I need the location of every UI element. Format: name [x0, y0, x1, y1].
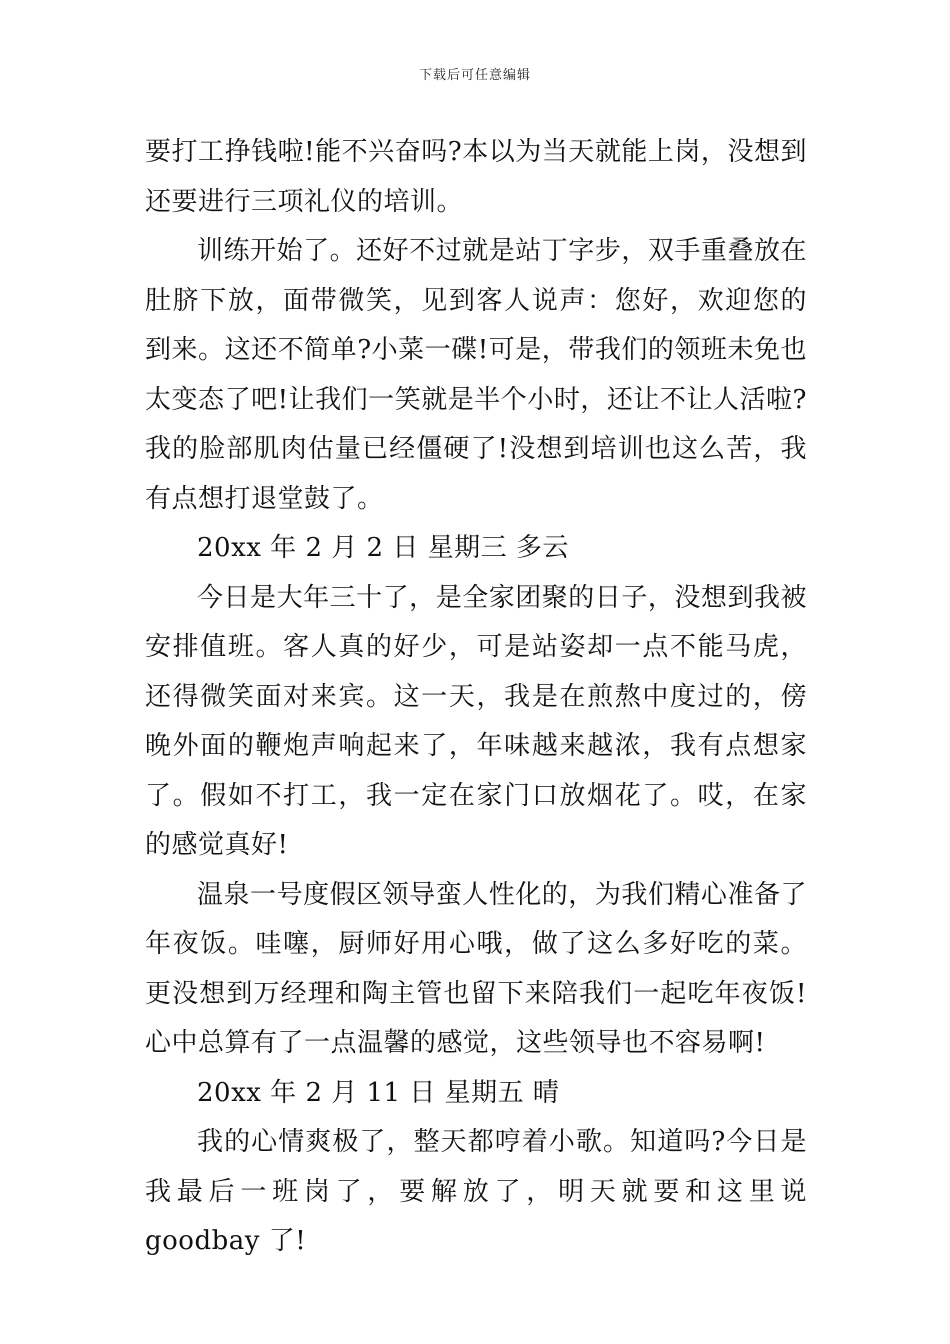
- date-heading-2: 20xx 年 2 月 11 日 星期五 晴: [197, 1077, 560, 1108]
- paragraph-5: 我的心情爽极了，整天都哼着小歌。知道吗?今日是我最后一班岗了，要解放了，明天就要和这里说 goodbay 了!: [145, 1127, 807, 1256]
- date-heading-1: 20xx 年 2 月 2 日 星期三 多云: [197, 533, 569, 563]
- paragraph-2: 训练开始了。还好不过就是站丁字步，双手重叠放在肚脐下放，面带微笑，见到客人说声：您好，欢迎您的到来。这还不简单?小菜一碟!可是，带我们的领班未免也太变态了吧!让我们一笑就是半个小时，还让不让人活啦?我的脸部肌肉估量已经僵硬了!没想到培训也这么苦，我有点想打退堂鼓了。: [145, 236, 807, 514]
- paragraph-1: 要打工挣钱啦!能不兴奋吗?本以为当天就能上岗，没想到还要进行三项礼仪的培训。: [145, 137, 807, 217]
- page-header: 下载后可任意编辑: [418, 68, 531, 83]
- document-body: [145, 128, 807, 1267]
- paragraph-3: 今日是大年三十了，是全家团聚的日子，没想到我被安排值班。客人真的好少，可是站姿却一点不能马虎，还得微笑面对来宾。这一天，我是在煎熬中度过的，傍晚外面的鞭炮声响起来了，年味越来越浓，我有点想家了。假如不打工，我一定在家门口放烟花了。哎，在家的感觉真好!: [145, 582, 807, 860]
- paragraph-4: 温泉一号度假区领导蛮人性化的，为我们精心准备了年夜饭。哇噻，厨师好用心哦，做了这么多好吃的菜。更没想到万经理和陶主管也留下来陪我们一起吃年夜饭!心中总算有了一点温馨的感觉，这些领导也不容易啊!: [145, 879, 807, 1058]
